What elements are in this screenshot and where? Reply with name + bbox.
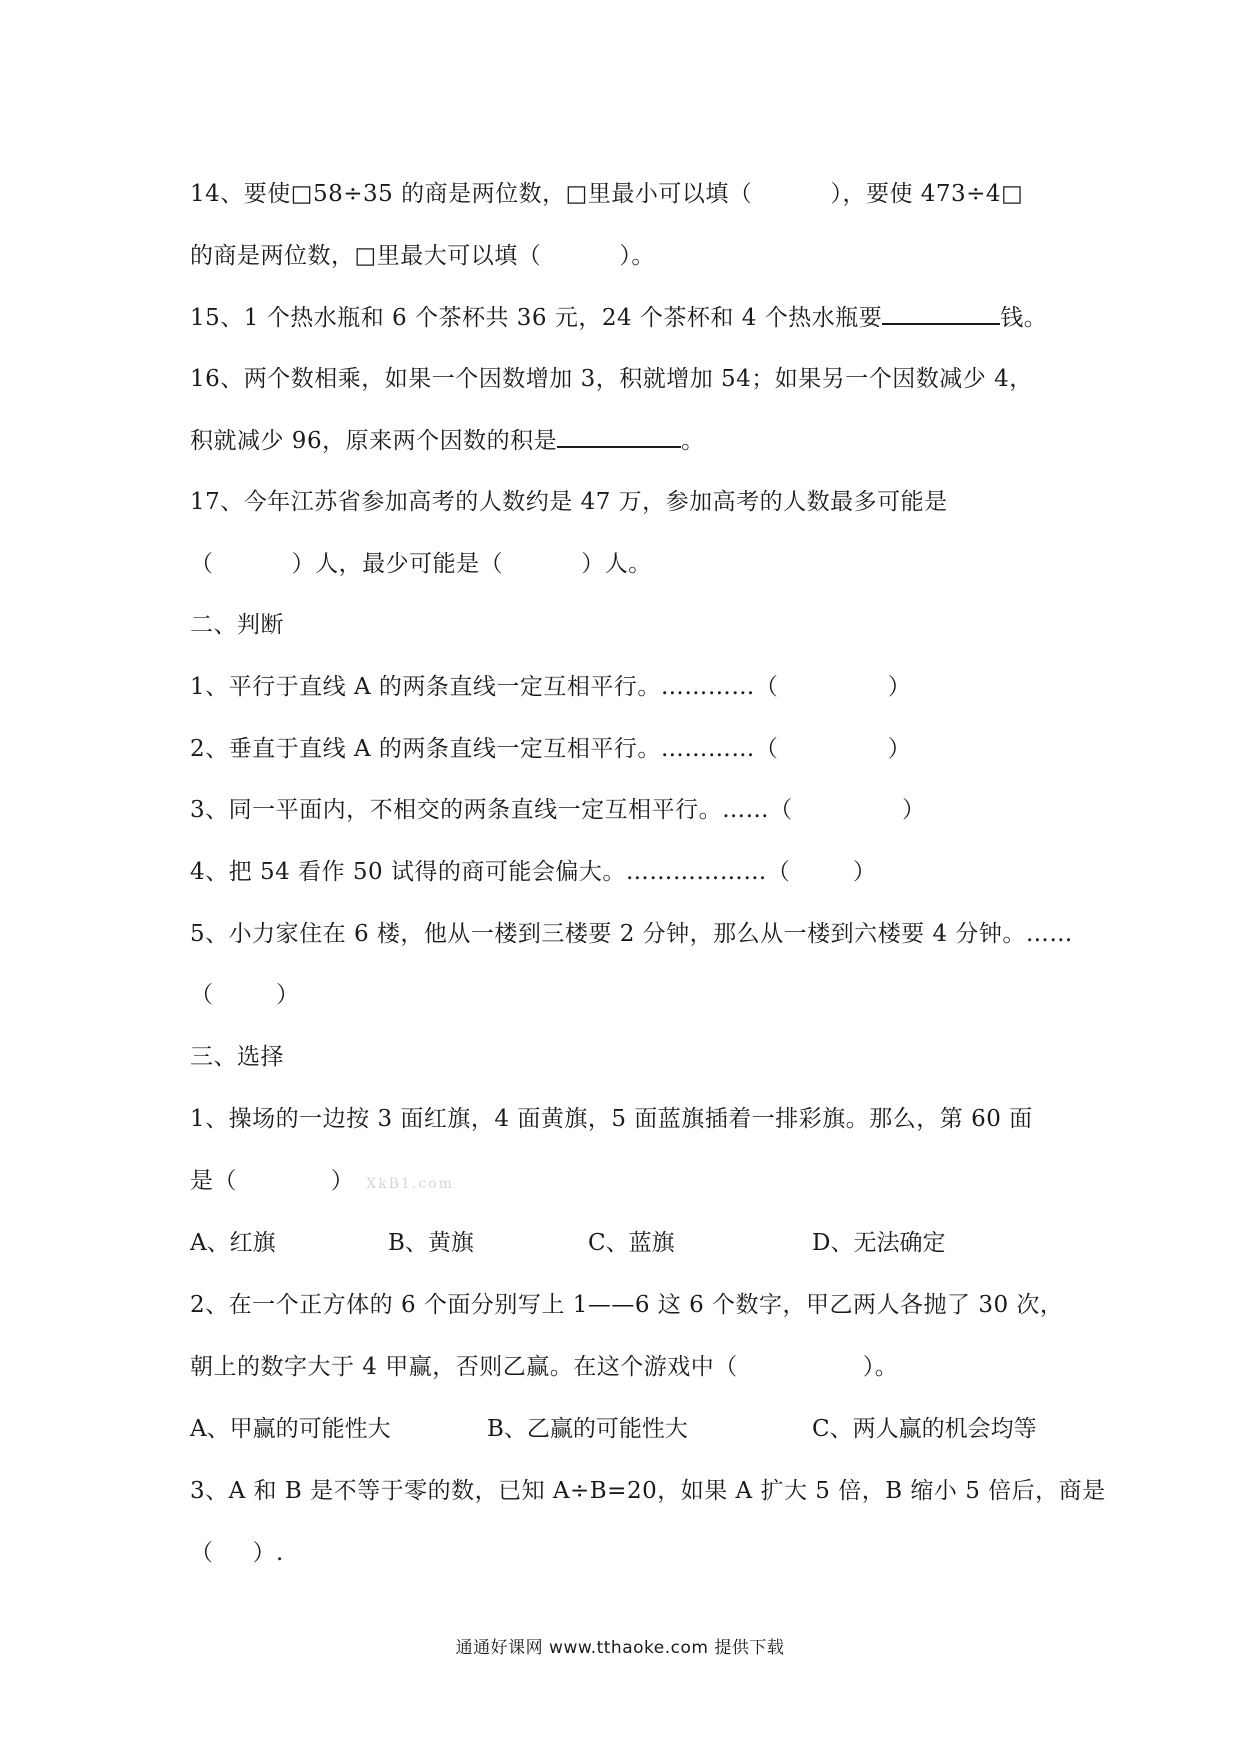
q17-line2: （ ）人，最少可能是（ ）人。 (190, 551, 652, 577)
judge-item-3: 3、同一平面内，不相交的两条直线一定互相平行。……（ ） (190, 797, 926, 823)
judge-item-5-answer: （ ） (190, 982, 300, 1008)
footer-source: 通通好课网 www.tthaoke.com 提供下载 (455, 1638, 785, 1658)
q15-answer-blank[interactable] (882, 301, 1000, 325)
choice-q2-line2: 朝上的数字大于 4 甲赢，否则乙赢。在这个游戏中（ ）。 (190, 1354, 899, 1380)
choice-q1-line2 (190, 1165, 454, 1200)
choice-q3-line2: （ ）. (190, 1540, 284, 1566)
judge-item-5: 5、小力家住在 6 楼，他从一楼到三楼要 2 分钟，那么从一楼到六楼要 4 分钟。…… (190, 921, 1073, 947)
q16-line1: 16、两个数相乘，如果一个因数增加 3，积就增加 54；如果另一个因数减少 4， (190, 366, 1033, 392)
choice-q2-option-c: C、两人赢的机会均等 (812, 1416, 1037, 1442)
q17-line1: 17、今年江苏省参加高考的人数约是 47 万，参加高考的人数最多可能是 (190, 489, 948, 515)
judge-item-1: 1、平行于直线 A 的两条直线一定互相平行。…………（ ） (190, 674, 912, 700)
q15-suffix: 钱。 (1000, 305, 1048, 331)
q16-answer-blank[interactable] (557, 424, 681, 448)
choice-q1-text: 是（ ） (190, 1168, 355, 1194)
section3-title: 三、选择 (190, 1044, 284, 1070)
choice-q1-option-c: C、蓝旗 (588, 1230, 675, 1256)
section2-title: 二、判断 (190, 612, 284, 638)
choice-q2-option-b: B、乙赢的可能性大 (487, 1416, 688, 1442)
choice-q1-option-b: B、黄旗 (388, 1230, 474, 1256)
choice-q1-line1: 1、操场的一边按 3 面红旗，4 面黄旗，5 面蓝旗插着一排彩旗。那么，第 60 面 (190, 1106, 1033, 1132)
q14-line2: 的商是两位数，□里最大可以填（ ）。 (190, 243, 655, 269)
choice-q1-option-d: D、无法确定 (812, 1230, 946, 1256)
q14-line1: 14、要使□58÷35 的商是两位数，□里最小可以填（ ），要使 473÷4□ (190, 181, 1024, 207)
judge-item-4: 4、把 54 看作 50 试得的商可能会偏大。………………（ ） (190, 859, 877, 885)
choice-q2-line1: 2、在一个正方体的 6 个面分别写上 1——6 这 6 个数字，甲乙两人各抛了 30 次， (190, 1292, 1064, 1318)
choice-q2-option-a: A、甲赢的可能性大 (190, 1416, 391, 1442)
choice-q1-option-a: A、红旗 (190, 1230, 276, 1256)
q16-suffix: 。 (681, 428, 705, 454)
q15 (190, 301, 1047, 334)
q16-line2 (190, 424, 705, 457)
q15-text: 15、1 个热水瓶和 6 个茶杯共 36 元，24 个茶杯和 4 个热水瓶要 (190, 305, 883, 331)
watermark: XkB1.com (366, 1176, 454, 1192)
judge-item-2: 2、垂直于直线 A 的两条直线一定互相平行。…………（ ） (190, 736, 912, 762)
q16-text: 积就减少 96，原来两个因数的积是 (190, 428, 558, 454)
choice-q3-line1: 3、A 和 B 是不等于零的数，已知 A÷B=20，如果 A 扩大 5 倍，B 缩小 5 倍后，商是 (190, 1478, 1106, 1504)
